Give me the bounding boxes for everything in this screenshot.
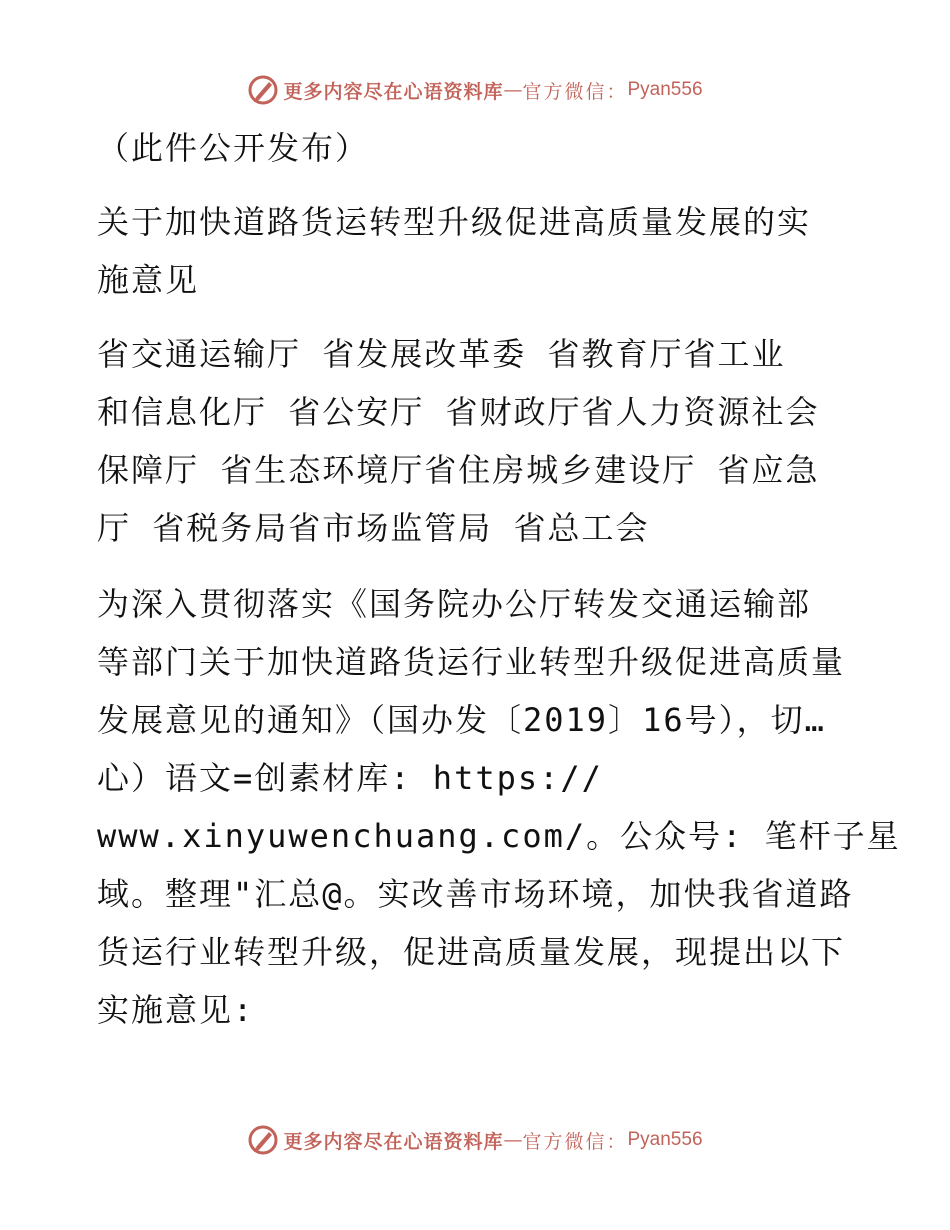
body-line: 实施意见: [97,991,255,1029]
document-title-line-1: 关于加快道路货运转型升级促进高质量发展的实 [97,203,812,241]
issuer-line: 和信息化厅 省公安厅 省财政厅省人力资源社会 [97,393,820,431]
body-line: 等部门关于加快道路货运行业转型升级促进高质量 [97,643,846,681]
watermark-id: Pyan556 [627,79,703,100]
body-line: 域。整理"汇总@。实改善市场环境，加快我省道路 [97,875,854,913]
watermark-label: 官方微信： [522,1130,628,1153]
watermark-id: Pyan556 [627,1129,703,1150]
body-line: 发展意见的通知》（国办发〔2019〕16号），切… [97,701,826,739]
issuer-line: 省交通运输厅 省发展改革委 省教育厅省工业 [97,335,786,373]
watermark-text: 更多内容尽在心语资料库 [283,1130,504,1153]
publish-status: （此件公开发布） [97,129,370,167]
document-title-line-2: 施意见 [97,261,200,299]
issuer-line: 保障厅 省生态环境厅省住房城乡建设厅 省应急 [97,451,820,489]
watermark-label: 官方微信： [522,80,628,103]
pen-logo-icon [247,1124,279,1156]
watermark-text: 更多内容尽在心语资料库 [283,80,504,103]
watermark-header [0,74,950,106]
watermark-separator: — [503,79,523,101]
body-line: 为深入贯彻落实《国务院办公厅转发交通运输部 [97,585,812,623]
issuer-line: 厅 省税务局省市场监管局 省总工会 [97,509,650,547]
body-line: 货运行业转型升级，促进高质量发展，现提出以下 [97,933,846,971]
body-line: www.xinyuwenchuang.com/。公众号: 笔杆子星 [97,817,901,855]
pen-logo-icon [247,74,279,106]
body-line: 心）语文=创素材库: https:// [97,759,603,797]
watermark-footer [0,1124,950,1156]
watermark-separator: — [503,1129,523,1151]
